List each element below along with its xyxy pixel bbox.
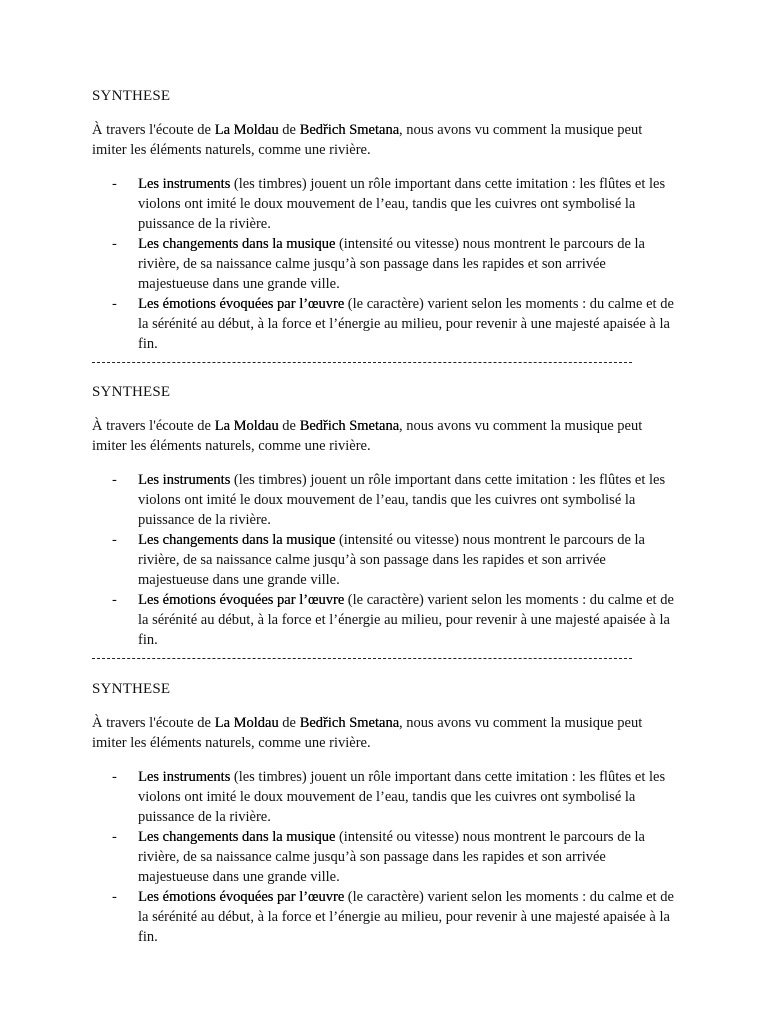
intro-text: de: [278, 418, 300, 434]
dash-marker: -: [112, 176, 117, 192]
list-item: [92, 827, 678, 887]
intro-text: , nous avons vu comment la musique peut imiter les éléments naturels, comme une rivière.: [92, 715, 643, 751]
list-item: [92, 294, 678, 354]
item-lead: Les instruments: [138, 472, 231, 488]
intro-text: À travers l'écoute de: [92, 418, 215, 434]
dash-marker: -: [112, 472, 117, 488]
section-divider: [92, 658, 632, 659]
work-title: La Moldau: [214, 122, 279, 138]
item-lead: Les émotions évoquées par l’œuvre: [138, 889, 345, 905]
intro-text: , nous avons vu comment la musique peut imiter les éléments naturels, comme une rivière.: [92, 122, 643, 158]
work-title: La Moldau: [214, 715, 279, 731]
list-item: [92, 887, 678, 947]
dash-marker: -: [112, 889, 117, 905]
composer-name: Bedřich Smetana: [299, 418, 400, 434]
list-item: [92, 174, 678, 234]
section-divider: [92, 362, 632, 363]
dash-marker: -: [112, 829, 117, 845]
item-lead: Les changements dans la musique: [138, 532, 336, 548]
item-text: (les timbres) jouent un rôle important dans cette imitation : les flûtes et les violons ont imité le doux mouvement de l’eau, tandis que les cuivres ont symbolisé la puissance de la rivière.: [138, 472, 666, 528]
synthese-section-2: [92, 382, 692, 650]
item-text: (le caractère) varient selon les moments : du calme et de la sérénité au début, à la force et l’énergie au milieu, pour revenir à une majesté apaisée à la fin.: [138, 296, 674, 352]
item-text: (le caractère) varient selon les moments : du calme et de la sérénité au début, à la force et l’énergie au milieu, pour revenir à une majesté apaisée à la fin.: [138, 889, 674, 945]
item-lead: Les émotions évoquées par l’œuvre: [138, 296, 345, 312]
list-item: [92, 590, 678, 650]
dash-marker: -: [112, 296, 117, 312]
section-intro: [92, 120, 652, 160]
dash-marker: -: [112, 532, 117, 548]
section-intro: [92, 416, 652, 456]
list-item: [92, 234, 678, 294]
section-title: SYNTHESE: [92, 88, 171, 104]
dash-marker: -: [112, 236, 117, 252]
item-lead: Les instruments: [138, 176, 231, 192]
bullet-list: [92, 767, 692, 947]
item-lead: Les changements dans la musique: [138, 829, 336, 845]
synthese-section-3: [92, 679, 692, 947]
bullet-list: [92, 470, 692, 650]
item-text: (intensité ou vitesse) nous montrent le parcours de la rivière, de sa naissance calme jusqu’à son passage dans les rapides et son arrivée majestueuse dans une grande ville.: [138, 236, 645, 292]
section-title: SYNTHESE: [92, 384, 171, 400]
item-text: (les timbres) jouent un rôle important dans cette imitation : les flûtes et les violons ont imité le doux mouvement de l’eau, tandis que les cuivres ont symbolisé la puissance de la rivière.: [138, 769, 666, 825]
section-intro: [92, 713, 652, 753]
dash-marker: -: [112, 769, 117, 785]
list-item: [92, 530, 678, 590]
composer-name: Bedřich Smetana: [299, 122, 400, 138]
item-lead: Les changements dans la musique: [138, 236, 336, 252]
list-item: [92, 470, 678, 530]
item-text: (intensité ou vitesse) nous montrent le parcours de la rivière, de sa naissance calme jusqu’à son passage dans les rapides et son arrivée majestueuse dans une grande ville.: [138, 532, 645, 588]
work-title: La Moldau: [214, 418, 279, 434]
dash-marker: -: [112, 592, 117, 608]
synthese-section-1: [92, 86, 692, 354]
item-text: (intensité ou vitesse) nous montrent le parcours de la rivière, de sa naissance calme jusqu’à son passage dans les rapides et son arrivée majestueuse dans une grande ville.: [138, 829, 645, 885]
section-title: SYNTHESE: [92, 681, 171, 697]
item-text: (le caractère) varient selon les moments : du calme et de la sérénité au début, à la force et l’énergie au milieu, pour revenir à une majesté apaisée à la fin.: [138, 592, 674, 648]
item-lead: Les instruments: [138, 769, 231, 785]
bullet-list: [92, 174, 692, 354]
item-lead: Les émotions évoquées par l’œuvre: [138, 592, 345, 608]
list-item: [92, 767, 678, 827]
composer-name: Bedřich Smetana: [299, 715, 400, 731]
intro-text: À travers l'écoute de: [92, 715, 215, 731]
intro-text: , nous avons vu comment la musique peut imiter les éléments naturels, comme une rivière.: [92, 418, 643, 454]
intro-text: de: [278, 122, 300, 138]
intro-text: À travers l'écoute de: [92, 122, 215, 138]
intro-text: de: [278, 715, 300, 731]
item-text: (les timbres) jouent un rôle important dans cette imitation : les flûtes et les violons ont imité le doux mouvement de l’eau, tandis que les cuivres ont symbolisé la puissance de la rivière.: [138, 176, 666, 232]
